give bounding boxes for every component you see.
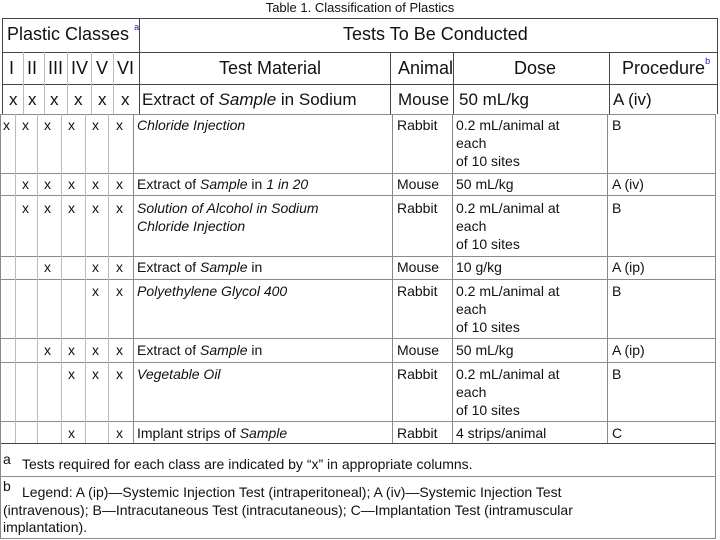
- rule-left-upper: [2, 18, 3, 114]
- row-1-procedure: B: [612, 117, 622, 133]
- header-test-material: Test Material: [219, 58, 322, 78]
- rule-dose-upper: [453, 52, 454, 114]
- row-3-material-line-2: Chloride Injection: [137, 218, 246, 234]
- row-7-dose-line-1: 0.2 mL/animal at: [456, 366, 560, 382]
- rule-lc5: [108, 114, 109, 443]
- rule-c3: [67, 52, 68, 114]
- row-0-material: Extract of Sample in Sodium: [142, 90, 357, 109]
- footnote-b-line-1: Legend: A (ip)—Systemic Injection Test (intraperitoneal); A (iv)—Systemic Injection Test: [22, 484, 562, 500]
- rule-header-1: [2, 52, 718, 53]
- row-4-mark-5: x: [92, 259, 99, 275]
- row-3-dose-line-2: each: [456, 218, 487, 234]
- header-tests: Tests To Be Conducted: [343, 24, 528, 44]
- row-2-mark-4: x: [68, 176, 75, 192]
- row-7-mark-4: x: [68, 366, 75, 382]
- footnote-a-mark: a: [3, 451, 11, 467]
- row-7-animal: Rabbit: [397, 366, 438, 382]
- row-7-dose-line-2: each: [456, 384, 487, 400]
- rule-foot: [0, 476, 716, 477]
- footnote-b-line-2: (intravenous); B—Intracutaneous Test (intracutaneous); C—Implantation Test (intramuscular: [3, 502, 573, 518]
- row-7-mark-5: x: [92, 366, 99, 382]
- header-animal: Animal: [398, 58, 454, 78]
- rule-c1: [23, 52, 24, 114]
- rule-class-split-upper: [139, 18, 140, 114]
- row-8-procedure: C: [612, 425, 623, 441]
- row-5-procedure: B: [612, 283, 622, 299]
- row-2-animal: Mouse: [397, 176, 440, 192]
- row-3-animal: Rabbit: [397, 200, 438, 216]
- row-7-material: Vegetable Oil: [137, 366, 221, 382]
- row-6-mark-6: x: [116, 342, 123, 358]
- row-6-procedure: A (ip): [612, 342, 645, 358]
- row-2-mark-2: x: [22, 176, 29, 192]
- row-3-procedure: B: [612, 200, 622, 216]
- row-4-mark-3: x: [44, 259, 51, 275]
- row-0-mark-4: x: [74, 90, 83, 109]
- row-6-mark-4: x: [68, 342, 75, 358]
- row-0-dose: 50 mL/kg: [459, 90, 529, 109]
- rule-material-lower: [133, 114, 134, 443]
- row-8-dose: 4 strips/animal: [456, 425, 547, 441]
- row-3-mark-6: x: [116, 200, 123, 216]
- row-5-dose-line-3: of 10 sites: [456, 319, 520, 335]
- row-1-mark-6: x: [116, 117, 123, 133]
- row-2-procedure: A (iv): [612, 176, 644, 192]
- header-plastic-classes: Plastic Classes $^a$: [7, 22, 140, 44]
- row-3-mark-2: x: [22, 200, 29, 216]
- row-1-mark-4: x: [68, 117, 75, 133]
- row-6-material: Extract of Sample in: [137, 342, 263, 358]
- rule-animal-upper: [390, 52, 391, 114]
- row-5-mark-6: x: [116, 283, 123, 299]
- rule-top: [2, 18, 718, 19]
- rule-right-upper: [717, 18, 718, 114]
- table-title: Table 1. Classification of Plastics: [265, 0, 455, 15]
- rule-foot-end: [0, 538, 716, 539]
- row-0-mark-2: x: [28, 90, 37, 109]
- row-6-mark-5: x: [92, 342, 99, 358]
- header-class-ii: II: [27, 58, 38, 78]
- header-class-vi: VI: [117, 58, 135, 78]
- row-0-mark-1: x: [9, 90, 18, 109]
- row-2-mark-5: x: [92, 176, 99, 192]
- row-3-material-line-1: Solution of Alcohol in Sodium: [137, 200, 319, 216]
- footnote-a-text: Tests required for each class are indicated by “x” in appropriate columns.: [22, 456, 473, 472]
- header-dose: Dose: [514, 58, 557, 78]
- row-3-mark-4: x: [68, 200, 75, 216]
- rule-left-lower: [0, 114, 1, 538]
- row-4-dose: 10 g/kg: [456, 259, 502, 275]
- footnote-ref-a[interactable]: a: [134, 22, 140, 32]
- rule-header-2: [2, 84, 718, 85]
- row-1-animal: Rabbit: [397, 117, 438, 133]
- row-2-material: Extract of Sample in 1 in 20: [137, 176, 309, 192]
- row-3-mark-3: x: [44, 200, 51, 216]
- rule-lc1: [15, 114, 16, 443]
- row-5-animal: Rabbit: [397, 283, 438, 299]
- row-4-procedure: A (ip): [612, 259, 645, 275]
- row-5-dose-line-1: 0.2 mL/animal at: [456, 283, 560, 299]
- row-0-procedure: A (iv): [613, 90, 652, 109]
- row-3-dose-line-3: of 10 sites: [456, 236, 520, 252]
- header-class-v: V: [96, 58, 109, 78]
- row-8-material: Implant strips of Sample: [137, 425, 288, 441]
- row-0-mark-5: x: [98, 90, 107, 109]
- row-8-mark-6: x: [116, 425, 123, 441]
- row-2-dose: 50 mL/kg: [456, 176, 514, 192]
- row-1-mark-2: x: [22, 117, 29, 133]
- row-8-animal: Rabbit: [397, 425, 438, 441]
- row-1-mark-3: x: [44, 117, 51, 133]
- rule-animal-lower: [392, 114, 393, 443]
- row-7-mark-6: x: [116, 366, 123, 382]
- row-7-dose-line-3: of 10 sites: [456, 402, 520, 418]
- header-class-iii: III: [48, 58, 64, 78]
- row-1-dose-line-3: of 10 sites: [456, 153, 520, 169]
- row-6-dose: 50 mL/kg: [456, 342, 514, 358]
- row-5-mark-5: x: [92, 283, 99, 299]
- row-1-dose-line-2: each: [456, 135, 487, 151]
- header-class-i: I: [9, 58, 15, 78]
- row-1-material: Chloride Injection: [137, 117, 246, 133]
- row-3-mark-5: x: [92, 200, 99, 216]
- row-4-animal: Mouse: [397, 259, 440, 275]
- row-1-dose-line-1: 0.2 mL/animal at: [456, 117, 560, 133]
- row-0-animal: Mouse: [398, 90, 450, 109]
- row-0-mark-6: x: [121, 90, 130, 109]
- footnote-b-line-3: implantation).: [3, 519, 88, 535]
- rule-dose-lower: [452, 114, 453, 443]
- row-4-material: Extract of Sample in: [137, 259, 263, 275]
- footnote-b-mark: b: [3, 478, 11, 494]
- rule-proc-lower: [607, 114, 608, 443]
- row-5-material: Polyethylene Glycol 400: [137, 283, 288, 299]
- row-8-mark-4: x: [68, 425, 75, 441]
- row-1-mark-1: x: [3, 117, 10, 133]
- row-6-animal: Mouse: [397, 342, 440, 358]
- row-6-mark-3: x: [44, 342, 51, 358]
- row-3-dose-line-1: 0.2 mL/animal at: [456, 200, 560, 216]
- row-2-mark-3: x: [44, 176, 51, 192]
- row-4-mark-6: x: [116, 259, 123, 275]
- rule-c4: [91, 52, 92, 114]
- row-7-procedure: B: [612, 366, 622, 382]
- rule-c2: [44, 52, 45, 114]
- row-5-dose-line-2: each: [456, 301, 487, 317]
- row-1-mark-5: x: [92, 117, 99, 133]
- rule-lc4: [85, 114, 86, 443]
- header-procedure: Procedure$^b$: [622, 56, 711, 78]
- footnote-ref-b[interactable]: b: [705, 56, 711, 66]
- row-2-mark-6: x: [116, 176, 123, 192]
- rule-right-lower: [715, 114, 716, 538]
- rule-bottom: [0, 443, 716, 444]
- rule-lc3: [61, 114, 62, 443]
- rule-lc2: [37, 114, 38, 443]
- row-0-mark-3: x: [50, 90, 59, 109]
- rule-c5: [113, 52, 114, 114]
- header-class-iv: IV: [71, 58, 89, 78]
- rule-proc-upper: [609, 52, 610, 114]
